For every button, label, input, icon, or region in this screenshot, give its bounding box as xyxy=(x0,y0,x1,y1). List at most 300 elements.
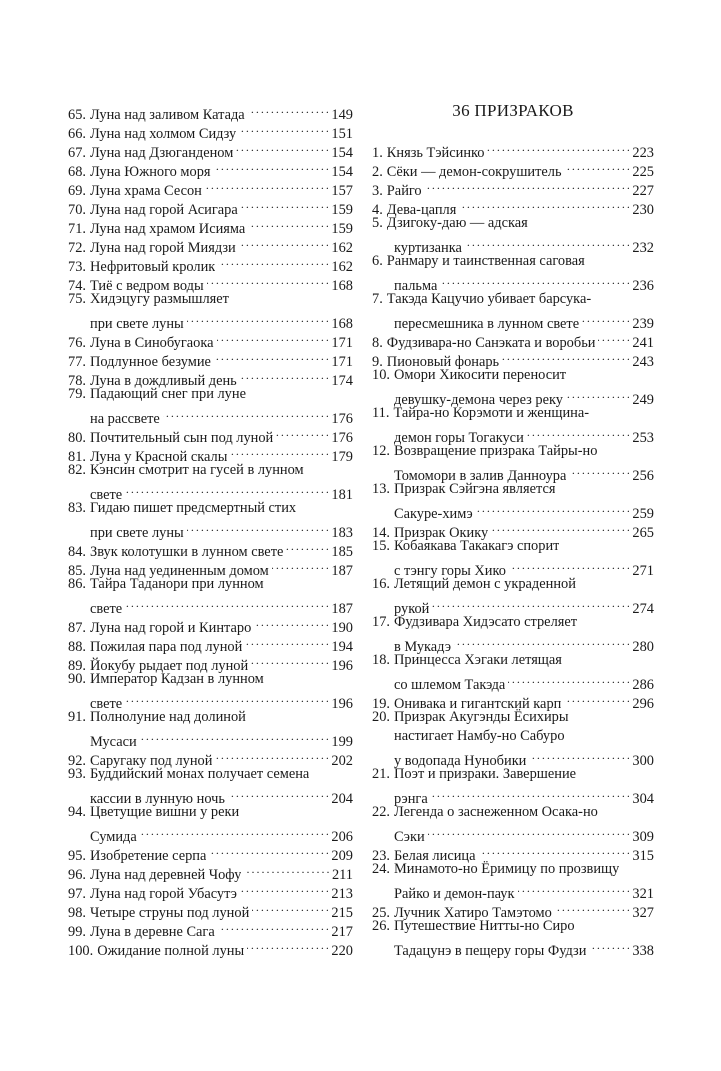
dot-leader xyxy=(565,157,630,176)
entry-number: 69. xyxy=(68,183,86,199)
entry-title: Луна в Синобугаока xyxy=(90,335,214,351)
dot-leader xyxy=(454,632,629,651)
page-number: 315 xyxy=(632,848,654,864)
dot-leader xyxy=(247,936,328,955)
toc-entry-line xyxy=(372,480,654,499)
entry-title: Тайра Таданори при лунном xyxy=(90,576,264,592)
toc-entry xyxy=(372,803,654,845)
dot-leader xyxy=(432,594,629,613)
toc-entry xyxy=(68,803,353,845)
toc-entry xyxy=(372,138,654,161)
entry-number: 89. xyxy=(68,658,86,674)
entry-title: Луна над Дзюганденом xyxy=(90,145,234,161)
entry-title: свете xyxy=(90,487,123,503)
dot-leader xyxy=(487,138,629,157)
dot-leader xyxy=(428,822,630,841)
toc-entry-line xyxy=(372,423,654,446)
entry-title: пальма xyxy=(394,278,438,294)
entry-title: рукой xyxy=(394,601,430,617)
entry-title: свете xyxy=(90,696,123,712)
entry-title: пересмешника в лунном свете xyxy=(394,316,580,332)
page-number: 217 xyxy=(331,924,353,940)
dot-leader xyxy=(125,594,328,613)
toc-entry-line xyxy=(68,461,353,480)
entry-title: Томомори в залив Данноура xyxy=(394,468,567,484)
toc-entry-line xyxy=(372,784,654,807)
page-number: 241 xyxy=(632,335,654,351)
page-number: 236 xyxy=(632,278,654,294)
entry-title: Падающий снег при луне xyxy=(90,386,246,402)
dot-leader xyxy=(509,556,629,575)
entry-title: Легенда о заснеженном Осака-но xyxy=(394,804,598,820)
dot-leader xyxy=(251,651,328,670)
page-number: 220 xyxy=(331,943,353,959)
toc-entry-line xyxy=(372,309,654,332)
entry-title: Луна над горой Асигара xyxy=(90,202,238,218)
dot-leader xyxy=(476,499,630,518)
entry-title: кассии в лунную ночь xyxy=(90,791,225,807)
page-number: 159 xyxy=(331,202,353,218)
toc-entry-line xyxy=(68,480,353,503)
page-number: 157 xyxy=(331,183,353,199)
entry-number: 24. xyxy=(372,861,390,877)
page-number: 187 xyxy=(331,563,353,579)
entry-number: 71. xyxy=(68,221,86,237)
toc-entry-line xyxy=(68,385,353,404)
toc-entry-line xyxy=(68,499,353,518)
page-number: 239 xyxy=(632,316,654,332)
dot-leader xyxy=(214,157,329,176)
entry-number: 25. xyxy=(372,905,390,921)
page-number: 162 xyxy=(331,259,353,275)
entry-title: Мусаси xyxy=(90,734,137,750)
toc-entry-line xyxy=(68,803,353,822)
page-number: 230 xyxy=(632,202,654,218)
dot-leader xyxy=(440,271,629,290)
entry-title: Райго xyxy=(386,183,422,199)
page-number: 159 xyxy=(331,221,353,237)
entry-title: у водопада Нунобики xyxy=(394,753,527,769)
entry-title: Сэки xyxy=(394,829,425,845)
entry-number: 6. xyxy=(372,253,383,269)
entry-number: 88. xyxy=(68,639,86,655)
dot-leader xyxy=(598,328,629,347)
entry-title: Луна Южного моря xyxy=(90,164,211,180)
dot-leader xyxy=(566,385,629,404)
entry-number: 75. xyxy=(68,291,86,307)
toc-entry xyxy=(68,670,353,712)
entry-number: 97. xyxy=(68,886,86,902)
page-number: 243 xyxy=(632,354,654,370)
entry-title: Пожилая пара под луной xyxy=(90,639,243,655)
entry-number: 93. xyxy=(68,766,86,782)
entry-number: 74. xyxy=(68,278,86,294)
entry-title: Почтительный сын под луной xyxy=(90,430,274,446)
entry-title: Минамото-но Ёримицу по прозвищу xyxy=(394,861,620,877)
dot-leader xyxy=(502,347,629,366)
toc-column-right xyxy=(372,100,654,959)
page-number: 174 xyxy=(331,373,353,389)
entry-number: 67. xyxy=(68,145,86,161)
toc-entry-line xyxy=(372,594,654,617)
entry-number: 12. xyxy=(372,443,390,459)
dot-leader xyxy=(218,917,329,936)
entry-title: Поэт и призраки. Завершение xyxy=(394,766,577,782)
dot-leader xyxy=(207,271,329,290)
page-number: 253 xyxy=(632,430,654,446)
page-number: 204 xyxy=(331,791,353,807)
dot-leader xyxy=(125,480,328,499)
toc-entry-line xyxy=(372,366,654,385)
entry-number: 85. xyxy=(68,563,86,579)
entry-number: 94. xyxy=(68,804,86,820)
entry-title: Хидэцугу размышляет xyxy=(90,291,229,307)
toc-entry xyxy=(372,860,654,902)
dot-leader xyxy=(215,746,328,765)
page-number: 199 xyxy=(331,734,353,750)
entry-number: 21. xyxy=(372,766,390,782)
entry-number: 100. xyxy=(68,943,94,959)
page-number: 213 xyxy=(331,886,353,902)
dot-leader xyxy=(187,518,329,537)
dot-leader xyxy=(230,442,328,461)
toc-entry-line xyxy=(68,290,353,309)
entry-number: 76. xyxy=(68,335,86,351)
toc-entry-line xyxy=(372,252,654,271)
entry-title: Омори Хикосити переносит xyxy=(394,367,567,383)
entry-number: 7. xyxy=(372,291,383,307)
toc-entry-line xyxy=(372,271,654,294)
entry-title: Луна над горой Убасутэ xyxy=(90,886,237,902)
page-number: 265 xyxy=(632,525,654,541)
page-number: 149 xyxy=(331,107,353,123)
entry-title: Сумида xyxy=(90,829,137,845)
toc-entry-line xyxy=(68,689,353,712)
page-number: 321 xyxy=(632,886,654,902)
dot-leader xyxy=(431,784,630,803)
entry-title: Райко и демон-паук xyxy=(394,886,515,902)
entry-number: 10. xyxy=(372,367,390,383)
entry-number: 80. xyxy=(68,430,86,446)
page-number: 196 xyxy=(331,658,353,674)
toc-entry-line xyxy=(372,233,654,256)
toc-entry-line xyxy=(68,765,353,784)
toc-entry xyxy=(372,404,654,446)
entry-title: Призрак Акугэнды Ёсихиры xyxy=(394,709,569,725)
page-number: 187 xyxy=(331,601,353,617)
page-number: 215 xyxy=(331,905,353,921)
page-number: 232 xyxy=(632,240,654,256)
toc-entry xyxy=(68,575,353,617)
toc-entry xyxy=(372,480,654,522)
entry-title: с тэнгу горы Хико xyxy=(394,563,506,579)
toc-entry-line xyxy=(372,936,654,959)
toc-entry xyxy=(372,613,654,655)
entry-title: Белая лисица xyxy=(394,848,476,864)
entry-title: Йокубу рыдает под луной xyxy=(90,658,249,674)
entry-title: Луна над деревней Чофу xyxy=(90,867,242,883)
page-number: 185 xyxy=(331,544,353,560)
dot-leader xyxy=(529,746,629,765)
entry-number: 81. xyxy=(68,449,86,465)
entry-number: 16. xyxy=(372,576,390,592)
entry-number: 91. xyxy=(68,709,86,725)
entry-title: Кэнсин смотрит на гусей в лунном xyxy=(90,462,304,478)
entry-title: Ранмару и таинственная саговая xyxy=(386,253,585,269)
entry-title: Звук колотушки в лунном свете xyxy=(90,544,284,560)
dot-leader xyxy=(205,176,329,195)
entry-title: Тайра-но Корэмоти и женщина- xyxy=(393,405,590,421)
toc-entry-line xyxy=(372,613,654,632)
entry-number: 82. xyxy=(68,462,86,478)
toc-entry-line xyxy=(372,670,654,693)
page-number: 296 xyxy=(632,696,654,712)
entry-number: 4. xyxy=(372,202,383,218)
toc-entry xyxy=(68,100,353,123)
page-number: 154 xyxy=(331,145,353,161)
toc-entry-line xyxy=(372,879,654,902)
dot-leader xyxy=(218,252,328,271)
entry-title: Возвращение призрака Тайры-но xyxy=(394,443,598,459)
entry-number: 72. xyxy=(68,240,86,256)
toc-entry xyxy=(68,385,353,427)
toc-entry xyxy=(68,461,353,503)
entry-title: при свете луны xyxy=(90,525,184,541)
entry-number: 5. xyxy=(372,215,383,231)
entry-title: Саругаку под луной xyxy=(90,753,213,769)
dot-leader xyxy=(479,841,630,860)
dot-leader xyxy=(240,366,329,385)
entry-title: Луна храма Сесон xyxy=(90,183,202,199)
entry-title: Онивака и гигантский карп xyxy=(394,696,562,712)
toc-entry xyxy=(68,290,353,332)
page-number: 274 xyxy=(632,601,654,617)
page-number: 176 xyxy=(331,411,353,427)
page-number: 286 xyxy=(632,677,654,693)
page-number: 190 xyxy=(331,620,353,636)
entry-number: 86. xyxy=(68,576,86,592)
toc-entry-line xyxy=(372,917,654,936)
entry-title: Призрак Сэйгэна является xyxy=(394,481,556,497)
toc-entry xyxy=(372,537,654,579)
dot-leader xyxy=(125,689,328,708)
toc-entry-line xyxy=(372,765,654,784)
page-number: 211 xyxy=(331,867,353,883)
toc-entry-line xyxy=(372,632,654,655)
page-number: 249 xyxy=(632,392,654,408)
dot-leader xyxy=(276,423,328,442)
toc-entry xyxy=(372,575,654,617)
page-number: 171 xyxy=(331,335,353,351)
dot-leader xyxy=(425,176,630,195)
entry-number: 2. xyxy=(372,164,383,180)
toc-entry-line xyxy=(68,784,353,807)
entry-title: Фудзивара-но Санэката и воробьи xyxy=(386,335,596,351)
toc-entry-line xyxy=(372,746,654,769)
toc-entry xyxy=(68,708,353,750)
entry-title: Фудзивара Хидэсато стреляет xyxy=(394,614,578,630)
entry-title: Луна над холмом Сидзу xyxy=(90,126,237,142)
entry-title: Луна в деревне Сага xyxy=(90,924,215,940)
entry-title: Принцесса Хэгаки летящая xyxy=(394,652,562,668)
entry-number: 15. xyxy=(372,538,390,554)
page-number: 209 xyxy=(331,848,353,864)
dot-leader xyxy=(465,233,629,252)
entry-title: Четыре струны под луной xyxy=(90,905,250,921)
toc-entry-line xyxy=(372,404,654,423)
toc-entry-line xyxy=(372,575,654,594)
toc-entry xyxy=(372,651,654,693)
entry-number: 95. xyxy=(68,848,86,864)
dot-leader xyxy=(140,822,329,841)
entry-title: Нефритовый кролик xyxy=(90,259,216,275)
entry-title: Призрак Окику xyxy=(394,525,489,541)
page-number: 223 xyxy=(632,145,654,161)
entry-title: Полнолуние над долиной xyxy=(90,709,246,725)
page-number: 271 xyxy=(632,563,654,579)
toc-column-left xyxy=(68,100,353,959)
entry-title: Дзигоку-даю — адская xyxy=(386,215,528,231)
page-number: 304 xyxy=(632,791,654,807)
toc-entry-line xyxy=(68,100,353,123)
entry-title: Луна над горой и Кинтаро xyxy=(90,620,252,636)
toc-entry-line xyxy=(68,309,353,332)
entry-number: 1. xyxy=(372,145,383,161)
toc-entry-line xyxy=(372,138,654,161)
dot-leader xyxy=(491,518,629,537)
dot-leader xyxy=(140,727,329,746)
page-number: 168 xyxy=(331,316,353,332)
toc-entry xyxy=(68,765,353,807)
entry-title: Путешествие Нитты-но Сиро xyxy=(394,918,575,934)
entry-title: девушку-демона через реку xyxy=(394,392,563,408)
page-number: 176 xyxy=(331,430,353,446)
entry-title: Летящий демон с украденной xyxy=(394,576,576,592)
entry-title: при свете луны xyxy=(90,316,184,332)
page-number: 181 xyxy=(331,487,353,503)
toc-entry-line xyxy=(372,556,654,579)
page-number: 168 xyxy=(331,278,353,294)
dot-leader xyxy=(244,860,328,879)
toc-entry-line xyxy=(372,214,654,233)
toc-entry-line xyxy=(68,594,353,617)
entry-title: настигает Намбу-но Сабуро xyxy=(394,728,565,744)
toc-entry xyxy=(372,708,654,769)
dot-leader xyxy=(241,195,329,214)
dot-leader xyxy=(582,309,629,328)
dot-leader xyxy=(254,613,328,632)
entry-number: 26. xyxy=(372,918,390,934)
dot-leader xyxy=(248,214,328,233)
entry-number: 90. xyxy=(68,671,86,687)
entry-number: 3. xyxy=(372,183,383,199)
dot-leader xyxy=(214,347,328,366)
entry-number: 70. xyxy=(68,202,86,218)
page-number: 225 xyxy=(632,164,654,180)
entry-title: на рассвете xyxy=(90,411,160,427)
toc-entry-line xyxy=(372,461,654,484)
entry-number: 96. xyxy=(68,867,86,883)
page-number: 338 xyxy=(632,943,654,959)
toc-entry-line xyxy=(372,290,654,309)
entry-number: 92. xyxy=(68,753,86,769)
dot-leader xyxy=(569,461,629,480)
entry-number: 99. xyxy=(68,924,86,940)
toc-entry-line xyxy=(68,404,353,427)
entry-number: 79. xyxy=(68,386,86,402)
entry-number: 14. xyxy=(372,525,390,541)
dot-leader xyxy=(240,879,328,898)
dot-leader xyxy=(239,119,328,138)
entry-title: Лучник Хатиро Тамэтомо xyxy=(394,905,552,921)
dot-leader xyxy=(239,233,329,252)
toc-entry xyxy=(372,917,654,959)
entry-title: в Мукадэ xyxy=(394,639,452,655)
toc-entry-line xyxy=(372,537,654,556)
toc-entry-line xyxy=(372,727,654,746)
page-number: 183 xyxy=(331,525,353,541)
entry-title: Такэда Кацучио убивает барсука- xyxy=(386,291,592,307)
entry-title: Луна у Красной скалы xyxy=(90,449,228,465)
page-number: 256 xyxy=(632,468,654,484)
dot-leader xyxy=(248,100,329,119)
entry-title: Кобаякава Такакагэ спорит xyxy=(394,538,560,554)
dot-leader xyxy=(163,404,329,423)
dot-leader xyxy=(217,328,329,347)
page-number: 196 xyxy=(331,696,353,712)
entry-number: 19. xyxy=(372,696,390,712)
page-number: 154 xyxy=(331,164,353,180)
dot-leader xyxy=(518,879,630,898)
dot-leader xyxy=(286,537,328,556)
page-number: 202 xyxy=(331,753,353,769)
toc-entry-line xyxy=(372,803,654,822)
toc-entry xyxy=(372,765,654,807)
page-number: 194 xyxy=(331,639,353,655)
entry-number: 87. xyxy=(68,620,86,636)
entry-title: Сакуре-химэ xyxy=(394,506,473,522)
toc-entry xyxy=(372,442,654,484)
entry-number: 66. xyxy=(68,126,86,142)
entry-title: Дева-цапля xyxy=(386,202,457,218)
entry-title: Ожидание полной луны xyxy=(97,943,245,959)
entry-number: 68. xyxy=(68,164,86,180)
page-number: 206 xyxy=(331,829,353,845)
entry-title: Гидаю пишет предсмертный стих xyxy=(90,500,297,516)
entry-number: 73. xyxy=(68,259,86,275)
entry-title: Луна в дождливый день xyxy=(90,373,237,389)
entry-number: 84. xyxy=(68,544,86,560)
dot-leader xyxy=(245,632,328,651)
entry-number: 65. xyxy=(68,107,86,123)
toc-entry xyxy=(372,290,654,332)
toc-entry-line xyxy=(68,822,353,845)
entry-title: Император Кадзан в лунном xyxy=(90,671,264,687)
entry-title: рэнга xyxy=(394,791,428,807)
toc-entry-line xyxy=(68,518,353,541)
entry-title: Буддийский монах получает семена xyxy=(90,766,310,782)
entry-title: Князь Тэйсинко xyxy=(386,145,485,161)
toc-entry xyxy=(372,214,654,256)
entry-title: свете xyxy=(90,601,123,617)
toc-entry-line xyxy=(372,708,654,727)
entry-number: 17. xyxy=(372,614,390,630)
entry-title: Сёки — демон-сокрушитель xyxy=(386,164,562,180)
entry-title: куртизанка xyxy=(394,240,462,256)
entry-title: Луна над заливом Катада xyxy=(90,107,245,123)
toc-entry-line xyxy=(372,442,654,461)
entry-title: Пионовый фонарь xyxy=(386,354,500,370)
